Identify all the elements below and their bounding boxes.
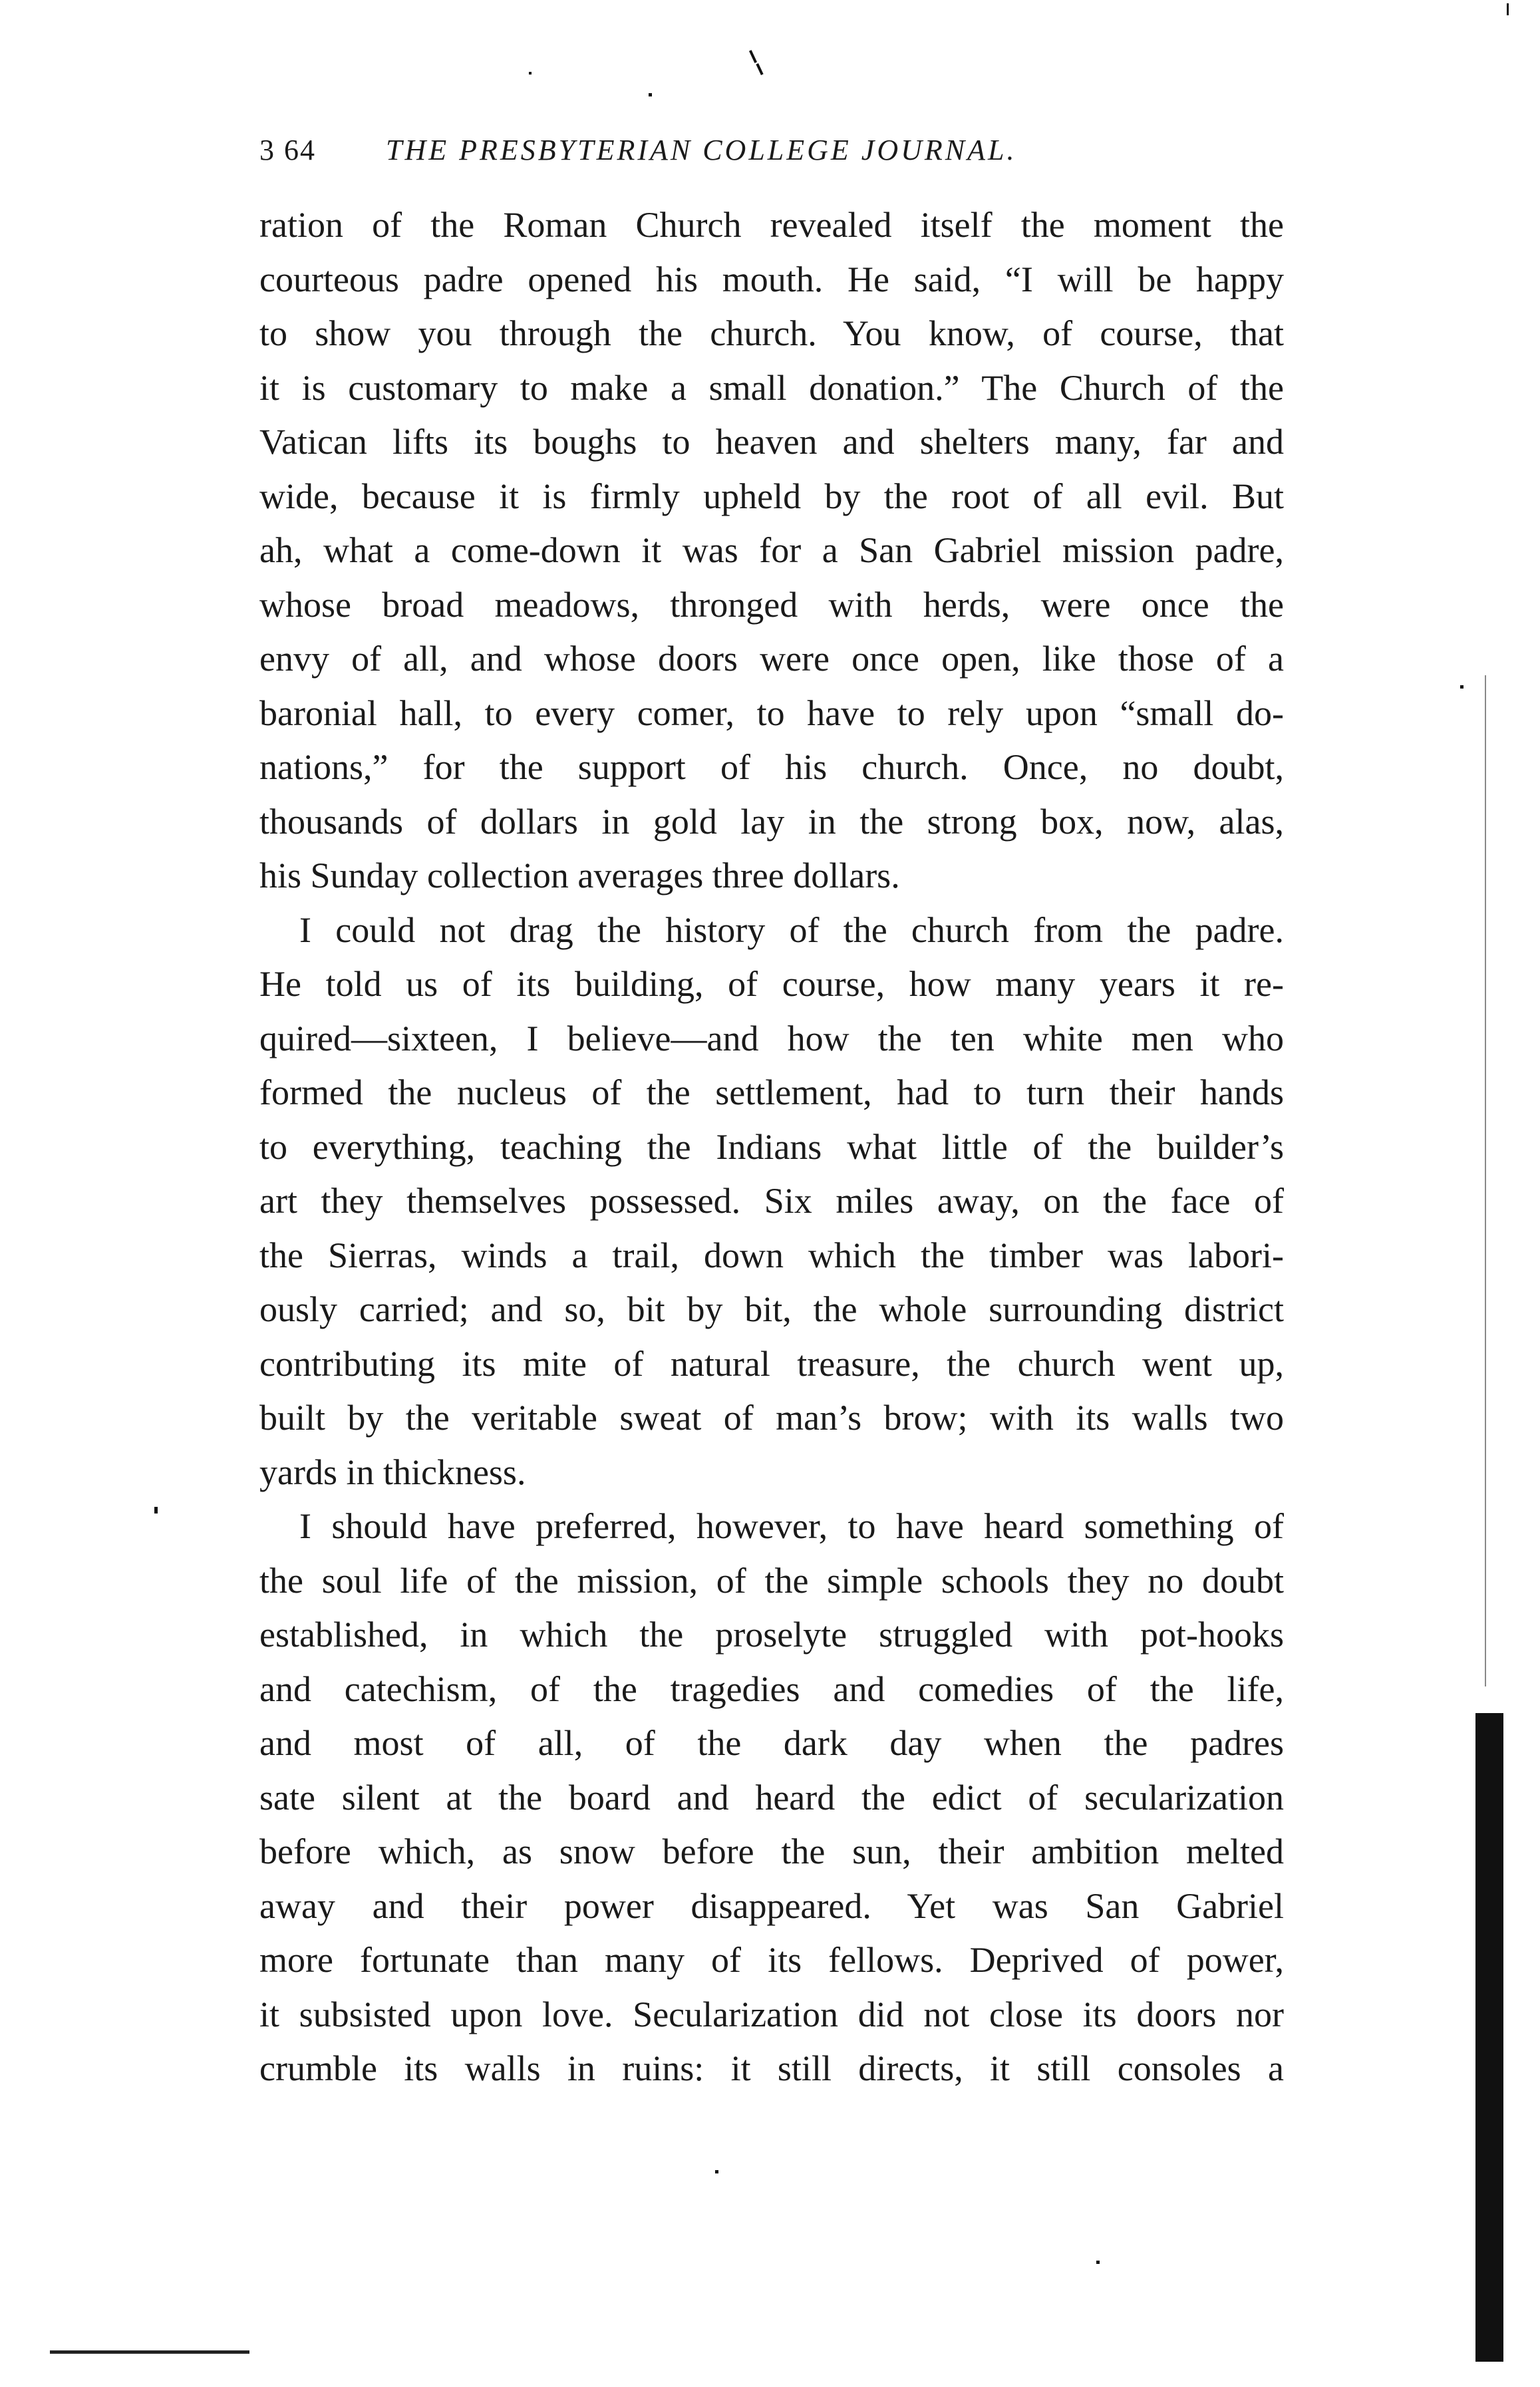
text-line: formed the nucleus of the settlement, had to turn their hands xyxy=(259,1072,1284,1112)
text-line: his Sunday collection averages three dollars. xyxy=(259,856,900,895)
bottom-rule xyxy=(50,2350,249,2354)
text-line: established, in which the proselyte struggled with pot-hooks xyxy=(259,1615,1284,1655)
text-line: I could not drag the history of the church from the padre. xyxy=(299,909,1284,950)
text-line: and catechism, of the tragedies and comedies of the life, xyxy=(259,1669,1284,1709)
running-title: THE PRESBYTERIAN COLLEGE JOURNAL. xyxy=(386,134,1017,166)
text-line: art they themselves possessed. Six miles away, on the face of xyxy=(259,1181,1284,1221)
text-line: to everything, teaching the Indians what little of the builder’s xyxy=(259,1126,1284,1167)
text-line: He told us of its building, of course, how many years it re- xyxy=(259,964,1284,1004)
text-line: ah, what a come-down it was for a San Gabriel mission padre, xyxy=(259,530,1284,570)
scan-speck xyxy=(749,50,757,63)
page-edge-rule xyxy=(1485,675,1486,1686)
scan-speck xyxy=(756,63,763,75)
scan-speck xyxy=(1460,685,1463,689)
scan-edge-bar xyxy=(1475,1713,1503,2362)
text-line: ously carried; and so, bit by bit, the whole surrounding district xyxy=(259,1289,1284,1329)
text-line: more fortunate than many of its fellows. Deprived of power, xyxy=(259,1940,1284,1980)
text-line: courteous padre opened his mouth. He said, “I will be happy xyxy=(259,259,1284,299)
text-line: crumble its walls in ruins: it still directs, it still consoles a xyxy=(259,2048,1284,2088)
scan-speck xyxy=(154,1507,158,1513)
text-line: the soul life of the mission, of the simple schools they no doubt xyxy=(259,1560,1284,1601)
text-line: ration of the Roman Church revealed itself the moment the xyxy=(259,205,1284,245)
scan-speck xyxy=(1096,2261,1100,2264)
text-line: nations,” for the support of his church. Once, no doubt, xyxy=(259,747,1284,787)
page-number: 3 64 xyxy=(259,134,316,166)
text-line: contributing its mite of natural treasure, the church went up, xyxy=(259,1343,1284,1384)
text-line: built by the veritable sweat of man’s brow; with its walls two xyxy=(259,1398,1284,1438)
text-line: envy of all, and whose doors were once open, like those of a xyxy=(259,639,1284,679)
scan-speck xyxy=(1507,3,1509,15)
text-line: baronial hall, to every comer, to have to rely upon “small do- xyxy=(259,693,1284,733)
body-text xyxy=(259,198,1284,2096)
text-line: whose broad meadows, thronged with herds, were once the xyxy=(259,584,1284,625)
scan-speck xyxy=(715,2170,718,2173)
text-line: sate silent at the board and heard the edict of secularization xyxy=(259,1777,1284,1818)
text-line: it is customary to make a small donation.” The Church of the xyxy=(259,367,1284,408)
text-line: Vatican lifts its boughs to heaven and shelters many, far and xyxy=(259,422,1284,462)
text-line: yards in thickness. xyxy=(259,1452,526,1492)
scan-speck xyxy=(649,93,652,96)
text-line: quired—sixteen, I believe—and how the ten white men who xyxy=(259,1018,1284,1058)
text-line: it subsisted upon love. Secularization did not close its doors nor xyxy=(259,1994,1284,2034)
text-line: to show you through the church. You know, of course, that xyxy=(259,313,1284,353)
text-line: wide, because it is firmly upheld by the root of all evil. But xyxy=(259,476,1284,516)
text-line: away and their power disappeared. Yet was San Gabriel xyxy=(259,1885,1284,1926)
text-line: thousands of dollars in gold lay in the strong box, now, alas, xyxy=(259,801,1284,842)
text-line: I should have preferred, however, to have heard something of xyxy=(299,1506,1284,1546)
text-line: before which, as snow before the sun, their ambition melted xyxy=(259,1831,1284,1871)
page-header xyxy=(259,133,1297,180)
scan-speck xyxy=(529,72,532,75)
text-line: and most of all, of the dark day when the padres xyxy=(259,1723,1284,1763)
text-line: the Sierras, winds a trail, down which the timber was labori- xyxy=(259,1235,1284,1275)
